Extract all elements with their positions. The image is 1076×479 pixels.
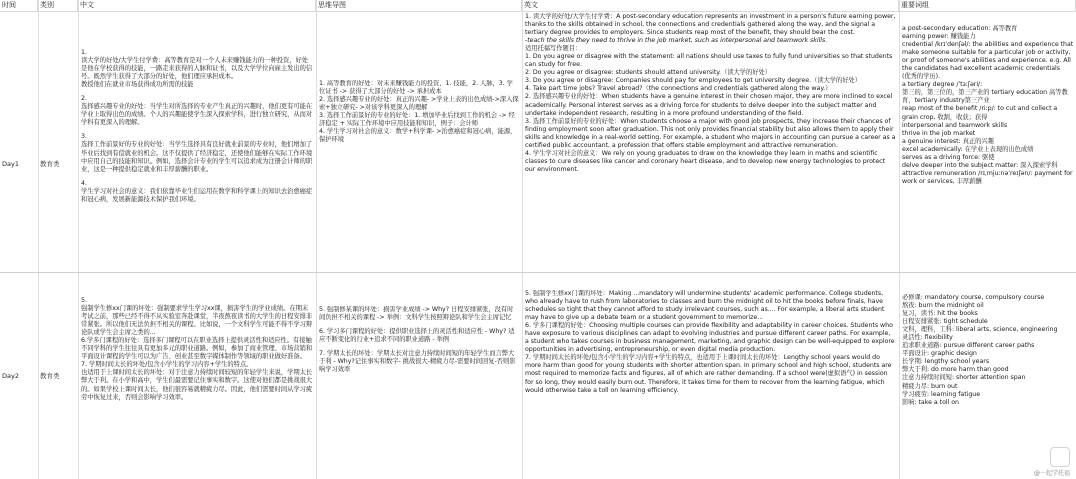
watermark-logo-icon [1050, 447, 1070, 467]
row1-mindmap[interactable]: 1. 高等教育的好处：对未来赚钱能力的投资，1. 技能，2. 人脉，3. 学位证书 -> 获得了大部分的好处 -> 承担成本 2. 选择感兴趣专业的好处：真正的兴趣- >学业上表的出色成绩->深入探索+独立研究- >对该学科更深入的理解 3. 选择工作前景好的专业的好处：1. 增加毕业后找到工作的机会 -> 经济稳定 + 实际工作环境中应用技能和知识，例子：会计师 4. 学生学习对社会的意义：数学+科学课- >治愈癌症和冠心病，能源，保护环境 [319, 80, 519, 144]
row2-english[interactable]: 5. 强制学生修xx门课的坏处：Making ...mandatory will undermine students' academic performance. College students, who already have to rush from laboratories to classes and burn the midnight oil to hit the books before finals, have schedules so tight that they cannot afford to study irrelevant courses, such as.... For example, a liberal arts student may have to give up a debate team or a student government to memorize... 6. 学多门课程的好处：Choosing multiple courses can provide flexibility and adaptability in career choices. Students who have exposure to various disciplines can adapt to evolving industries and pursue different career paths. For example, a student who takes courses in business management, marketing, and graphic design can be well-equipped to explore opportunities in advertising, entrepreneurship, or even digital media production. 7. 学期时间太长的坏处/包含小学生的学习内容+学生的特点，也适用于上课时间太长的坏处：Lengthy school years would do more harm than good for young students with shorter attention span. In primary school and high school, students are most required to memorize facts and figures, all of which are rather demanding. If a school were(虚拟语气) in session for so long, they would easily burn out. Therefore, it takes time for them to recover from the learning fatigue, which would otherwise take a toll on learning efficiency. [525, 290, 895, 394]
header-category[interactable]: 类别 [38, 0, 78, 12]
grid-line [38, 0, 39, 479]
row2-mindmap[interactable]: 5. 强制修某课的坏处：损害学业成绩 -> Why? 日程安排紧张，没有时间负担不相关的课程 -> 举例：文科学生按照辩论队和学生会主席记忆 6. 学习多门课程的好处：提供职业选择上的灵活性和适应性 - Why? 适应不断变化的行业+追求不同的职业道路 - 举例 7. 学期太长的坏处：学期太长对注意力持续时间短的年轻学生而言弊大于利 - Why?记住事实和数字- 挑战很大-精疲力尽-需要时间回复-否则影响学习效率 [319, 306, 516, 374]
watermark: @一起学托福 [1033, 470, 1070, 477]
row1-english[interactable]: 1. 读大学的好处/大学生付学费：A post-secondary education represents an investment in a person's future earning power, thanks to the skills obtained in school, the connections and credentials gathered along the way, and the signal a tertiary degree provides to employers. Since students reap most of the benefit, they should bear the cost. -teach the skills they need to thrive in the job market, such as interpersonal and teamwork skills. 适用托福写作题目： 1. Do you agree or disagree with the statement: all nations should use taxes to fully fund universities so that students can study for free. 2. Do you agree or disagree: students should attend university.（读大学的好处） 3. Do you agree or disagree: Companies should pay for employees to get university degree.（读大学的好处） 4. Take part time jobs? Travel abroad?（the connections and credentials gathered along the way.） 2. 选择感兴趣专业的好处：When students have a genuine interest in their chosen major, they are more inclined to excel academically. Personal interest serves as a driving force for students to delve deeper into the subject matter and undertake independent research, resulting in a more profound understanding of the field. 3. 选择工作前景好的专业的好处：When students choose a major with good job prospects, they increase their chances of finding employment soon after graduation. This not only provides financial stability but also allows them to apply their skills and knowledge in a real-world setting. For example, a student who majors in accounting can pursue a career as a certified public accountant, a profession that offers stable employment and attractive remuneration. 4. 学生学习对社会的意义：We rely on young graduates to draw on the knowledge they learn in maths and scientific classes to cure diseases like cancer and coronary heart disease, and to develop new energy technologies to protect our environment. [525, 13, 896, 173]
header-english[interactable]: 英文 [522, 0, 899, 12]
row1-phrases[interactable]: a post-secondary education: 高等教育 earning power: 赚钱能力 credential /krɪˈdenʃəl/: the abilities and experience that make someone suitable for a particular job or activity, or proof of someone's abilities and experience. e.g. All the candidates had excellent academic credentials (优秀的学历). a tertiary degree /ˈtɜːʃəri/: 第三的，第三位的，第三产业的 tertiary education 高等教育，tertiary industry第三产业 reap most of the benefit /riːp/: to cut and collect a grain crop, 收割，收获；获得 interpersonal and teamwork skills thrive in the job market a genuine interest: 真正的兴趣 excel academically: 在学业上表现的出色成绩 serves as a driving force: 驱使 delve deeper into the subject matter: 深入探索学科 attractive remuneration /rɪˌmjuːnəˈreɪʃən/: payment for work or services, 丰厚薪酬 [902, 25, 1074, 185]
row-divider [0, 272, 1076, 273]
header-mindmap[interactable]: 思维导图 [316, 0, 522, 12]
header-chinese[interactable]: 中文 [78, 0, 316, 12]
row1-category[interactable]: 教育类 [40, 160, 60, 168]
row1-day[interactable]: Day1 [2, 160, 19, 168]
header-time[interactable]: 时间 [0, 0, 38, 12]
header-phrases[interactable]: 重要词组 [899, 0, 1076, 12]
row2-phrases[interactable]: 必修课: mandatory course, compulsory course 熬夜: burn the midnight oil 复习，读书: hit the books 日程安排紧张: tight schedule 文科，理科，工科: liberal arts, science, engineering 灵活性: flexibility 追求职业道路: pursue different career paths 平面设计: graphic design 长学期: lengthy school years 弊大于利: do more harm than good 注意力持续时间短: shorter attention span 精疲力尽: burn out 学习疲劳: learning fatigue 影响: take a toll on [902, 294, 1058, 406]
row2-day[interactable]: Day2 [2, 372, 19, 380]
row1-chinese[interactable]: 1. 读大学的好处/大学生付学费：高等教育是对一个人未来赚钱能力的一种投资，好处是他在学校获得的技能，一路走来获得的人脉和证书，以及大学学位向雇主发出的信号。既然学生获得了大部分的好处，他们理应承担成本。 教授他们在就业市场获得成功所需的技能 2. 选择感兴趣专业的好处：当学生对所选择的专业产生真正的兴趣时，他们更有可能在学业上取得出色的成绩。个人的兴趣能使学生深入探索学科，进行独立研究，从而对学科有更深入的理解。 3. 选择工作前景好的专业的好处：当学生选择具有良好就业前景的专业时，他们增加了毕业后找到有偿就业的机会。这不仅提供了经济稳定，还使他们能够在实际工作环境中应用自己的技能和知识。例如，选择会计专业的学生可以追求成为注册会计师的职业，这是一种提供稳定就业和丰厚薪酬的职业。 4. 学生学习对社会的意义：我们依靠毕业生们运用在数学和科学课上的知识去治愈癌症和冠心病，发展新能源技术保护我们环境。 [81, 49, 313, 203]
row2-category[interactable]: 教育类 [40, 372, 60, 380]
row2-chinese[interactable]: 5. 强制学生修xx门课的坏处：强制要求学生学习xx课，损害学生的学业成绩。在期末考试之前，那些已经不得不从实验室奔赴课堂，半夜熬夜读书的大学生的日程安排非常紧张。所以他们无法负担不相关的课程。比如说，一个文科学生可能不得不学习辩论队或学生会主席之类的... 6.学多门课程的好处：选择多门课程可以在职业选择上提供灵活性和适应性。有接触不同学科的学生往往具有更加多元的职业道路。例如，参加了商业管理、市场营销和平面设计课程的学生可以为广告、创业甚至数字媒体制作等领域的职业做好准备。 7. 学期时间太长的坏处/包含小学生的学习内容+学生的特点。 也适用于上课时间太长的坏处：对于注意力持续时间较短的年轻学生来说，学期太长弊大于利。在小学和高中，学生们最需要记住事实和数字。这使对他们都是挑战很大的。如果学校上课时间太长，他们很容易就精疲力尽。因此，他们需要时间从学习疲劳中恢复过来，否则会影响学习效率。 [81, 297, 313, 401]
